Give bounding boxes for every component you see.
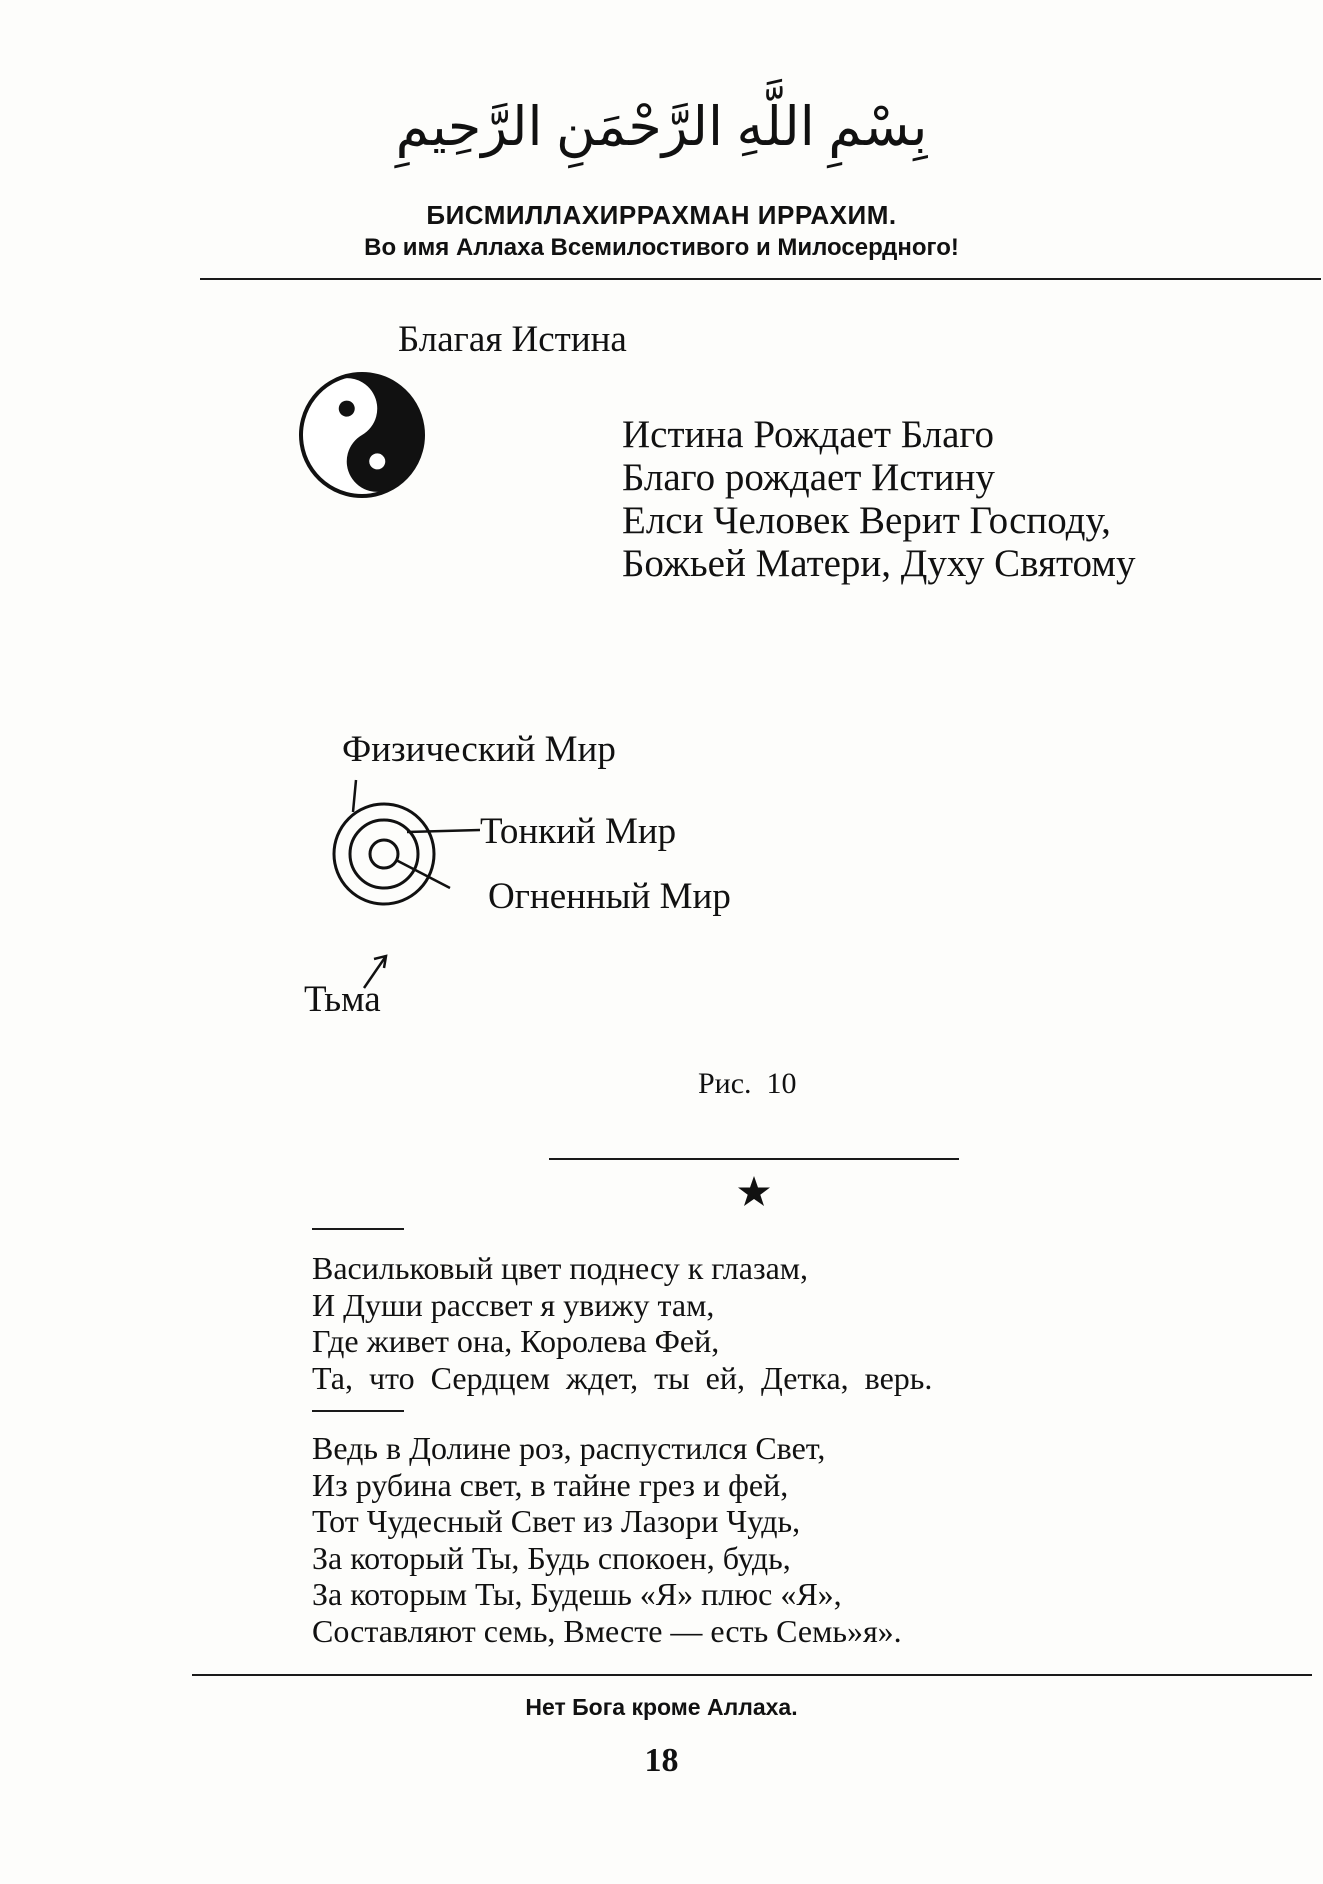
poem-line: За который Ты, Будь спокоен, будь, bbox=[312, 1539, 791, 1576]
stanza-divider bbox=[312, 1228, 404, 1230]
diagram-title: Благая Истина bbox=[398, 319, 627, 360]
truth-line: Благо рождает Истину bbox=[622, 456, 995, 499]
poem-line: Та, что Сердцем ждет, ты ей, Детка, верь. bbox=[312, 1359, 933, 1396]
label-physical-world: Физический Мир bbox=[342, 729, 616, 770]
label-subtle-world: Тонкий Мир bbox=[480, 811, 677, 852]
figure-caption: Рис. 10 bbox=[698, 1067, 797, 1100]
header-transliteration: БИСМИЛЛАХИРРАХМАН ИРРАХИМ. bbox=[426, 200, 897, 230]
header-translation: Во имя Аллаха Всемилостивого и Милосердного! bbox=[364, 234, 959, 261]
stanza-divider bbox=[312, 1410, 404, 1412]
footer-motto: Нет Бога кроме Аллаха. bbox=[525, 1694, 798, 1720]
header-divider bbox=[200, 278, 1321, 280]
star-icon bbox=[737, 1175, 771, 1209]
page-number: 18 bbox=[644, 1742, 679, 1779]
pointer-physical bbox=[353, 780, 356, 812]
yin-yang-icon bbox=[296, 369, 428, 501]
section-divider bbox=[549, 1158, 959, 1160]
poem-line: Где живет она, Королева Фей, bbox=[312, 1323, 720, 1359]
poem-line: Ведь в Долине роз, распустился Свет, bbox=[312, 1430, 826, 1466]
poem-line: И Души рассвет я увижу там, bbox=[312, 1286, 715, 1323]
middle-circle-subtle bbox=[350, 820, 418, 888]
truth-stanza bbox=[622, 413, 1135, 585]
inner-circle-fiery bbox=[370, 840, 398, 868]
truth-line: Елси Человек Верит Господу, bbox=[622, 499, 1111, 542]
footer-divider bbox=[192, 1674, 1312, 1676]
poem-stanza-1 bbox=[312, 1250, 932, 1396]
label-fiery-world: Огненный Мир bbox=[488, 876, 731, 917]
basmala-calligraphy: بِسْمِ اللَّهِ الرَّحْمَنِ الرَّحِيمِ bbox=[395, 97, 928, 157]
poem-line: Из рубина свет, в тайне грез и фей, bbox=[312, 1466, 789, 1503]
poem-line: Составляют семь, Вместе — есть Семь»я». bbox=[312, 1612, 902, 1649]
poem-line: Васильковый цвет поднесу к глазам, bbox=[312, 1250, 809, 1286]
label-darkness: Тьма bbox=[304, 979, 381, 1020]
worlds-diagram bbox=[310, 770, 480, 1000]
poem-line: За которым Ты, Будешь «Я» плюс «Я», bbox=[312, 1576, 842, 1612]
truth-line: Божьей Матери, Духу Святому bbox=[622, 542, 1136, 585]
truth-line: Истина Рождает Благо bbox=[622, 413, 994, 456]
poem-line: Тот Чудесный Свет из Лазори Чудь, bbox=[312, 1503, 801, 1539]
pointer-subtle bbox=[407, 830, 480, 832]
poem-stanza-2 bbox=[312, 1430, 902, 1649]
